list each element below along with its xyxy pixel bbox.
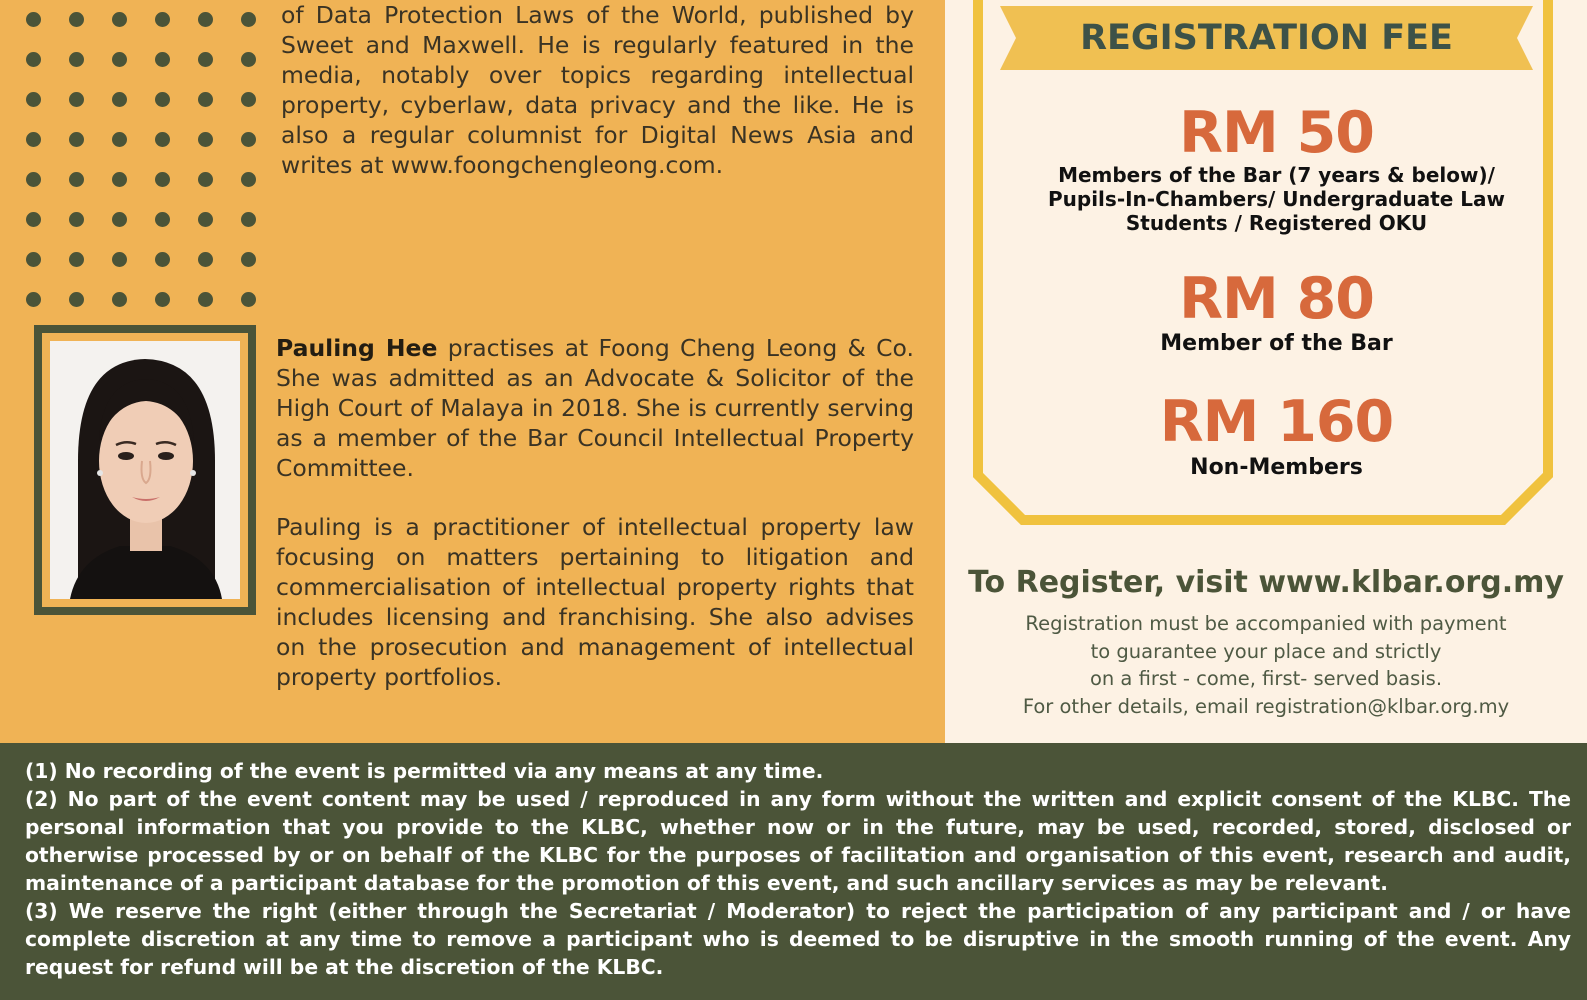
fee-price-tier-1: RM 50 [1179, 100, 1374, 166]
dot [155, 252, 170, 267]
fee-price-tier-2: RM 80 [1179, 266, 1374, 332]
dot [198, 12, 213, 27]
terms-notices [25, 757, 1571, 981]
register-note-line: on a first - come, first- served basis. [1089, 667, 1443, 690]
dot [26, 252, 41, 267]
dot [198, 52, 213, 67]
dot [26, 12, 41, 27]
dot [198, 172, 213, 187]
dot [112, 52, 127, 67]
dot [69, 172, 84, 187]
fee-desc-tier-2: Member of the Bar [1160, 331, 1393, 356]
dot [69, 212, 84, 227]
dot [112, 292, 127, 307]
speaker1-bio: of Data Protection Laws of the World, published by Sweet and Maxwell. He is regularly featured in the media, notably over topics regarding intellectual property, cyberlaw, data privacy and the like. He is also a regular columnist for Digital News Asia and writes at www.foongchengleong.com. [281, 1, 914, 179]
dot [155, 12, 170, 27]
speaker2-bio-paragraph-2: Pauling is a practitioner of intellectual property law focusing on matters pertaining to litigation and commercialisation of intellectual property rights that includes licensing and franchising. She also advises on the prosecution and management of intellectual property portfolios. [276, 513, 914, 691]
dot [69, 252, 84, 267]
register-notes [945, 610, 1587, 720]
dot [241, 52, 256, 67]
dot [198, 292, 213, 307]
register-cta: To Register, visit www.klbar.org.my [968, 565, 1564, 600]
speaker2-name: Pauling Hee [276, 334, 438, 362]
register-note-line: Registration must be accompanied with payment [1025, 612, 1507, 635]
dot [112, 132, 127, 147]
notice-item: (1) No recording of the event is permitted via any means at any time. [25, 759, 824, 783]
dot [241, 12, 256, 27]
dot [241, 212, 256, 227]
dot [198, 92, 213, 107]
speaker2-bio-text: practises at Foong Cheng Leong & Co. She was admitted as an Advocate & Solicitor of the High Court of Malaya in 2018. She is currently serving as a member of the Bar Council Intellectual Property Committee. [276, 334, 914, 482]
dot [69, 132, 84, 147]
dot [155, 92, 170, 107]
dot [26, 292, 41, 307]
dot [155, 172, 170, 187]
dot [155, 292, 170, 307]
dot [26, 212, 41, 227]
dot [112, 12, 127, 27]
notice-item: (2) No part of the event content may be used / reproduced in any form without the written and explicit consent of the KLBC. The personal information that you provide to the KLBC, whether now or in the future, may be used, recorded, stored, disclosed or otherwise processed by or on behalf of the KLBC for the purposes of facilitation and organisation of this event, research and audit, maintenance of a participant database for the promotion of this event, and such ancillary services as may be relevant. [25, 787, 1571, 895]
dot [155, 132, 170, 147]
fee-desc-tier-1: Members of the Bar (7 years & below)/ Pupils-In-Chambers/ Undergraduate Law Students / Registered OKU [1047, 163, 1506, 235]
fee-desc-tier-3: Non-Members [1190, 455, 1363, 480]
dot [112, 172, 127, 187]
dot [241, 92, 256, 107]
dot [155, 212, 170, 227]
register-note-line: to guarantee your place and strictly [1090, 639, 1442, 663]
register-note-line: For other details, email registration@klbar.org.my [1022, 694, 1510, 718]
dot [69, 12, 84, 27]
dot [69, 92, 84, 107]
dot [26, 52, 41, 67]
dot [112, 92, 127, 107]
dot [241, 132, 256, 147]
portrait-image [50, 341, 240, 599]
dot [26, 132, 41, 147]
dot [69, 292, 84, 307]
dot [241, 292, 256, 307]
dot [241, 252, 256, 267]
fee-heading: REGISTRATION FEE [1080, 18, 1453, 58]
dot [155, 52, 170, 67]
dot [69, 52, 84, 67]
dot [112, 252, 127, 267]
dot-pattern [26, 12, 259, 307]
dot [198, 252, 213, 267]
dot [241, 172, 256, 187]
dot [198, 212, 213, 227]
fee-price-tier-3: RM 160 [1159, 389, 1394, 455]
speaker2-photo-frame [34, 325, 256, 615]
dot [26, 92, 41, 107]
notice-item: (3) We reserve the right (either through the Secretariat / Moderator) to reject the participation of any participant and / or have complete discretion at any time to remove a participant who is deemed to be disruptive in the smooth running of the event. Any request for refund will be at the discretion of the KLBC. [25, 899, 1571, 979]
dot [26, 172, 41, 187]
dot [112, 212, 127, 227]
speaker2-photo [50, 341, 240, 599]
dot [198, 132, 213, 147]
speaker2-bio-paragraph-1 [276, 333, 914, 483]
